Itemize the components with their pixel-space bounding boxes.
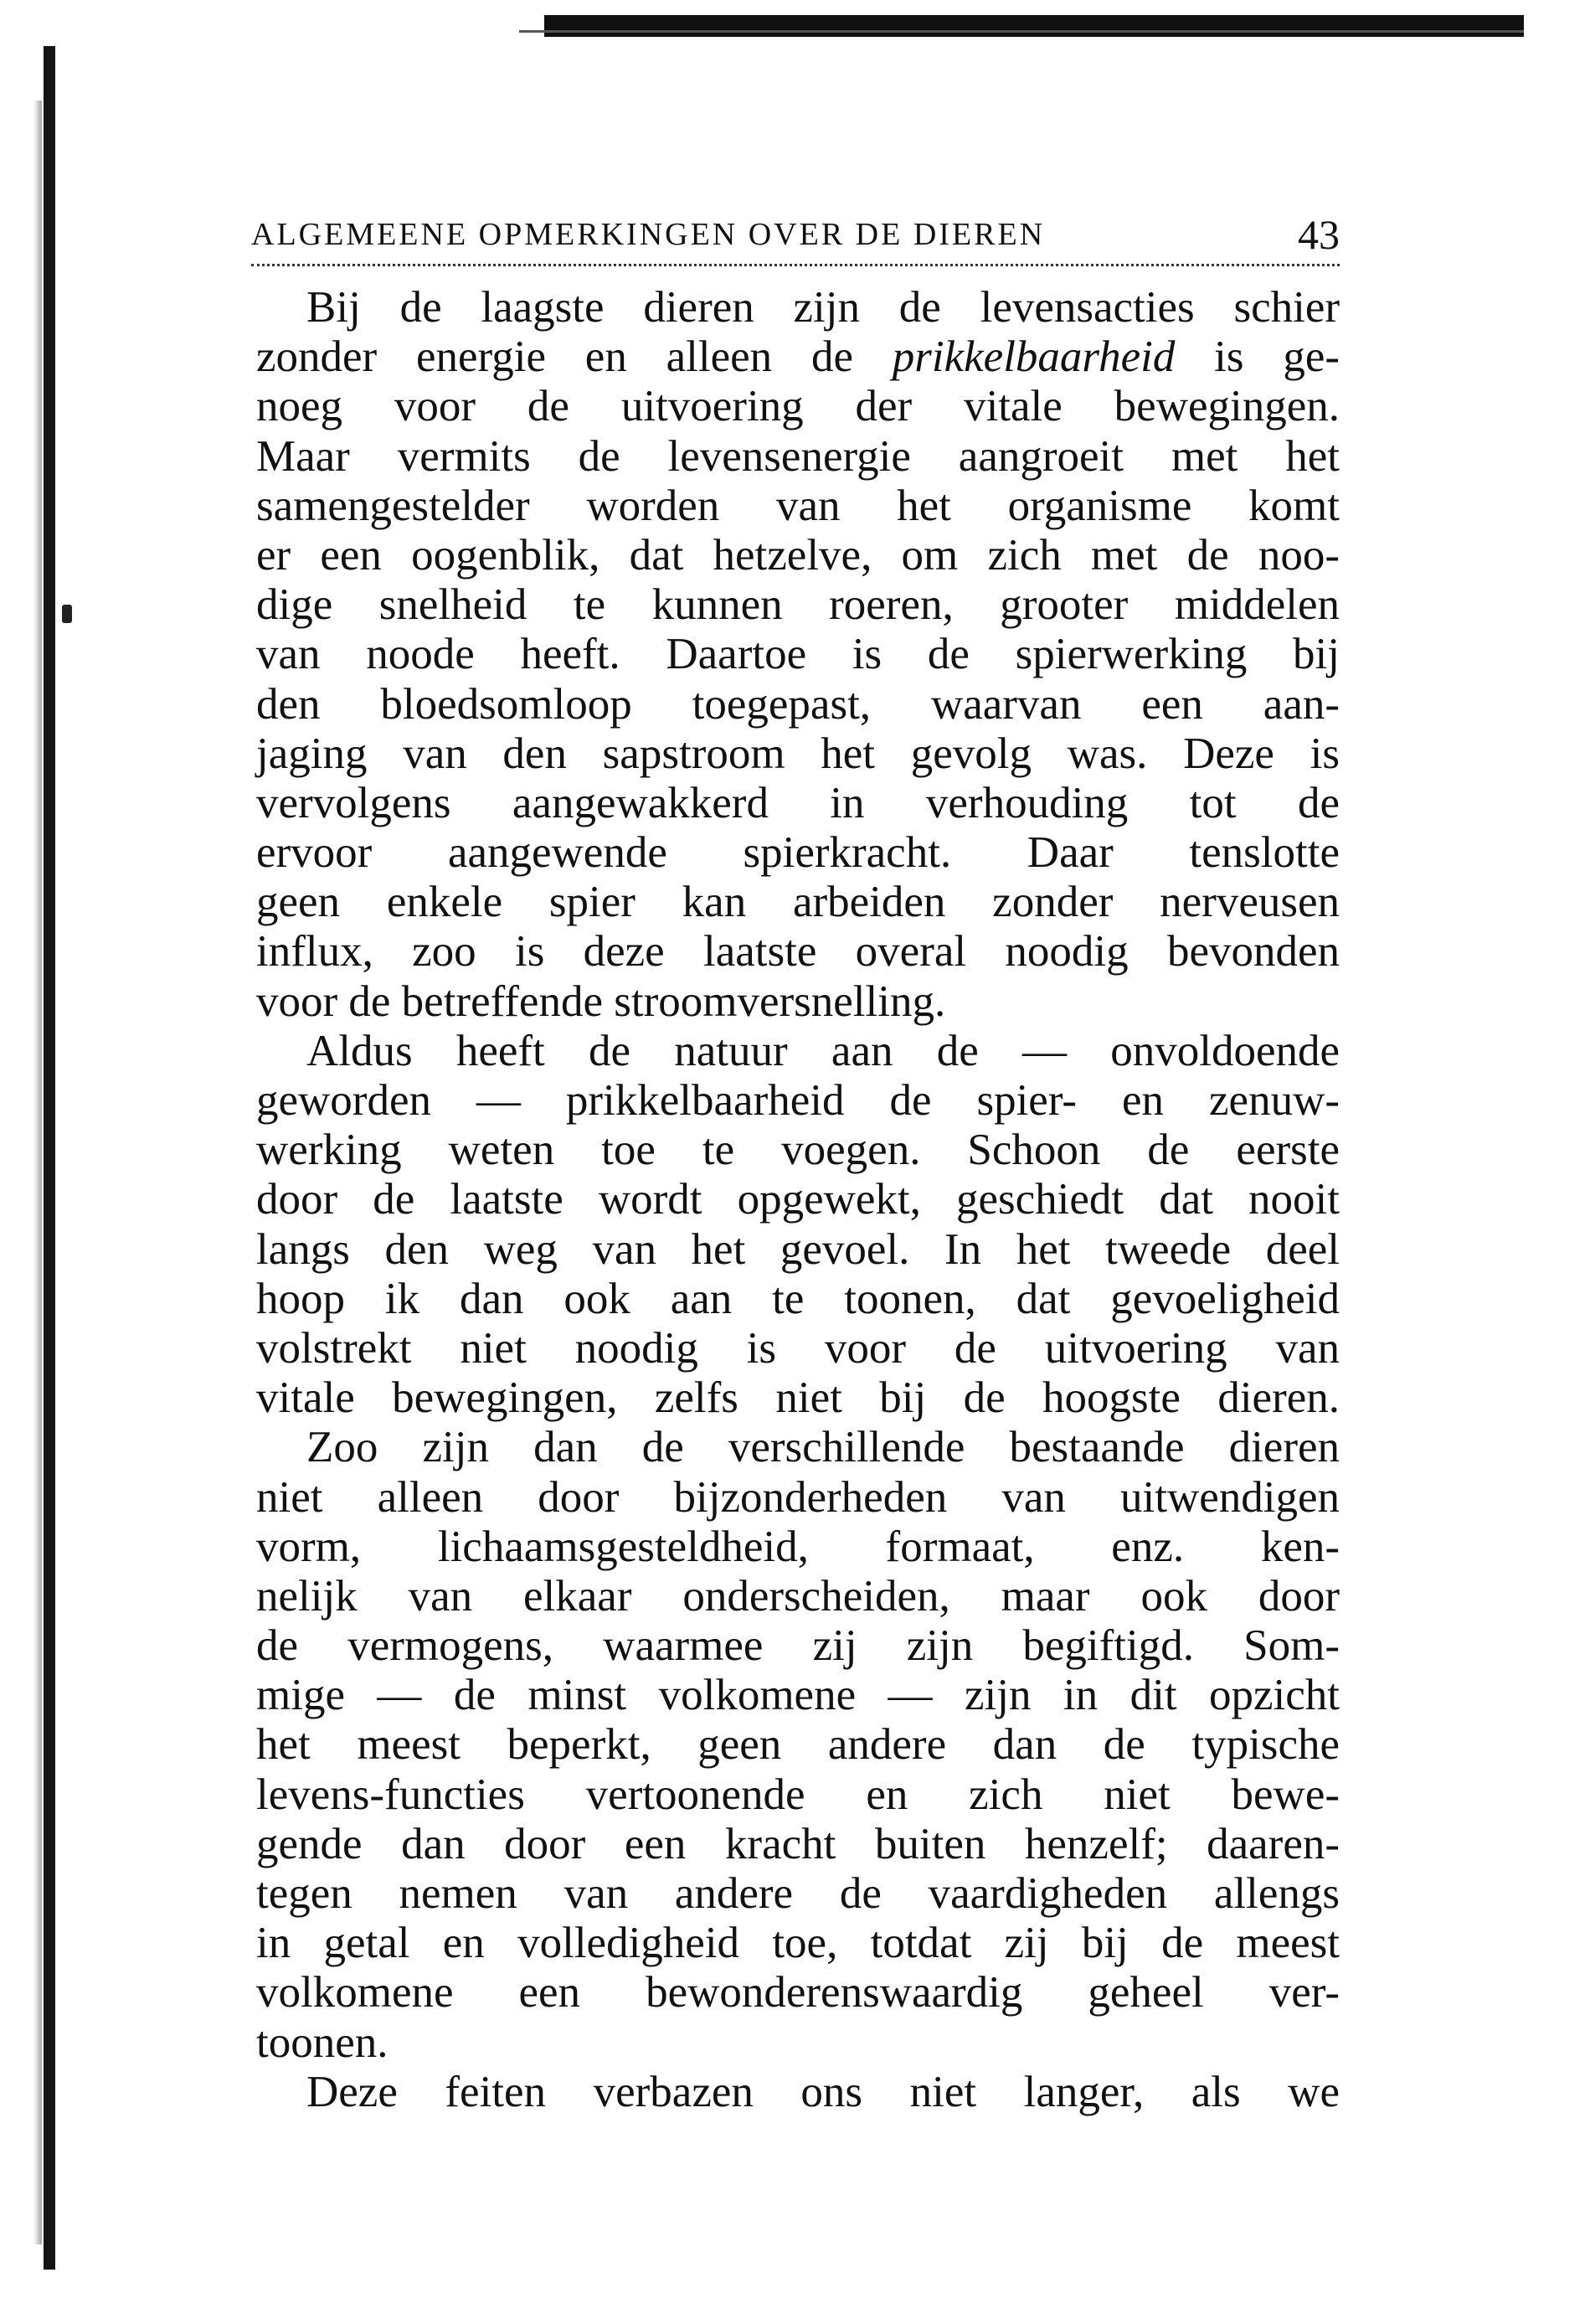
scan-top-line: [519, 30, 1524, 33]
text-line: dige snelheid te kunnen roeren, grooter middelen: [256, 580, 1340, 630]
text-line: levens-functies vertoonende en zich niet bewe-: [256, 1770, 1340, 1819]
header-dotted-rule: [251, 264, 1340, 266]
text-line: Aldus heeft de natuur aan de — onvoldoende: [306, 1026, 1340, 1075]
page-number: 43: [1298, 211, 1340, 258]
text-line: jaging van den sapstroom het gevolg was. Deze is: [256, 729, 1340, 778]
text-line: er een oogenblik, dat hetzelve, om zich met de noo-: [256, 530, 1340, 580]
text-line: gende dan door een kracht buiten henzelf; daaren-: [256, 1819, 1340, 1868]
text-line: niet alleen door bijzonderheden van uitwendigen: [256, 1472, 1340, 1522]
text-line: tegen nemen van andere de vaardigheden allengs: [256, 1869, 1340, 1918]
text-line: vorm, lichaamsgesteldheid, formaat, enz. ken-: [256, 1522, 1340, 1571]
text-line: volstrekt niet noodig is voor de uitvoering van: [256, 1323, 1340, 1373]
text-line: Deze feiten verbazen ons niet langer, als we: [306, 2067, 1340, 2116]
page-body: [256, 283, 1340, 2117]
text-line: langs den weg van het gevoel. In het tweede deel: [256, 1224, 1340, 1274]
scan-speck: [62, 605, 72, 623]
text-line: ervoor aangewende spierkracht. Daar tenslotte: [256, 828, 1340, 878]
text-line: samengestelder worden van het organisme komt: [256, 481, 1340, 530]
scan-top-edge: [544, 15, 1524, 37]
text-line: in getal en volledigheid toe, totdat zij bij de meest: [256, 1919, 1340, 1968]
text-line: den bloedsomloop toegepast, waarvan een aan-: [256, 679, 1340, 729]
text-line: van noode heeft. Daartoe is de spierwerking bij: [256, 630, 1340, 679]
text-line: door de laatste wordt opgewekt, geschiedt dat nooit: [256, 1175, 1340, 1224]
text-line: vitale bewegingen, zelfs niet bij de hoogste dieren.: [256, 1373, 1340, 1423]
text-line: geen enkele spier kan arbeiden zonder nerveusen: [256, 878, 1340, 927]
text-line: mige — de minst volkomene — zijn in dit opzicht: [256, 1671, 1340, 1720]
running-title: ALGEMEENE OPMERKINGEN OVER DE DIEREN: [251, 217, 1046, 252]
text-line: toonen.: [256, 2017, 388, 2067]
text-line: het meest beperkt, geen andere dan de typische: [256, 1720, 1340, 1770]
text-line: werking weten toe te voegen. Schoon de eerste: [256, 1126, 1340, 1175]
scan-binding-edge: [44, 46, 55, 2270]
text-line: volkomene een bewonderenswaardig geheel ver-: [256, 1968, 1340, 2017]
text-line: Maar vermits de levensenergie aangroeit met het: [256, 431, 1340, 481]
text-line: influx, zoo is deze laatste overal noodig bevonden: [256, 927, 1340, 976]
text-line: Bij de laagste dieren zijn de levensacties schier: [306, 283, 1340, 332]
text-line: geworden — prikkelbaarheid de spier- en zenuw-: [256, 1076, 1340, 1125]
scan-shadow: [33, 100, 42, 2244]
text-line: nelijk van elkaar onderscheiden, maar ook door: [256, 1571, 1340, 1621]
text-line: Zoo zijn dan de verschillende bestaande dieren: [306, 1423, 1340, 1472]
text-line: hoop ik dan ook aan te toonen, dat gevoeligheid: [256, 1274, 1340, 1323]
text-line: vervolgens aangewakkerd in verhouding tot de: [256, 778, 1340, 827]
text-line: zonder energie en alleen de prikkelbaarheid is ge-: [256, 332, 1340, 382]
text-line: noeg voor de uitvoering der vitale bewegingen.: [256, 382, 1340, 431]
text-line: de vermogens, waarmee zij zijn begiftigd. Som-: [256, 1621, 1340, 1671]
text-line: voor de betreffende stroomversnelling.: [256, 976, 946, 1026]
emphasis-term: prikkelbaarheid: [892, 332, 1176, 382]
